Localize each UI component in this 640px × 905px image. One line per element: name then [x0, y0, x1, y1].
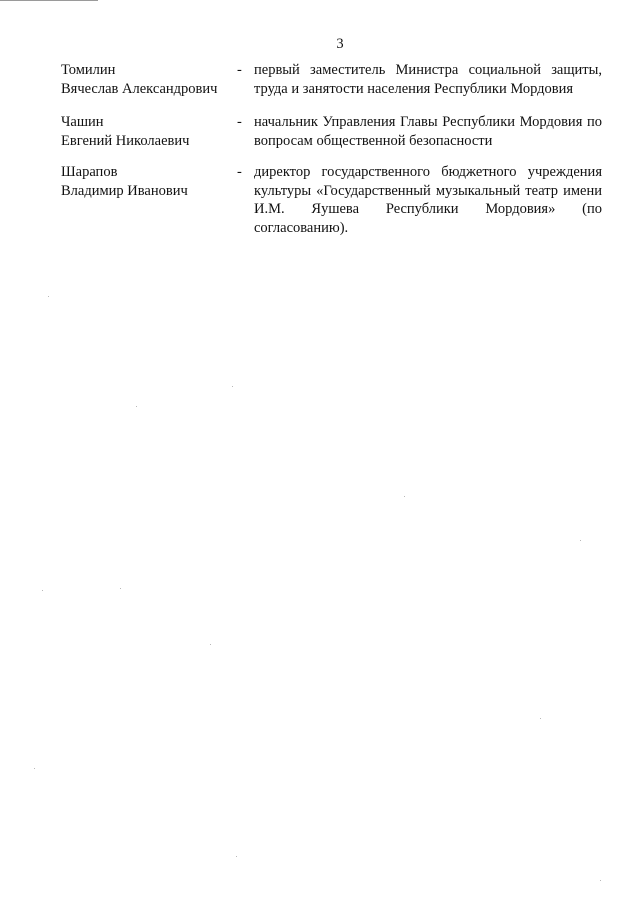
member-position: директор государственного бюджетного учреждения культуры «Государственный музыкальный театр имени И.М. Яушева Республики Мордовия» (по согласованию).	[254, 164, 602, 236]
scan-speck	[136, 406, 137, 407]
scan-speck	[42, 590, 43, 591]
page-number: 3	[336, 36, 344, 52]
member-entry	[0, 163, 640, 253]
scan-edge-line	[0, 0, 98, 1]
entry-dash: -	[237, 114, 242, 130]
scan-speck	[210, 644, 211, 645]
member-surname: Шарапов	[61, 164, 118, 180]
member-given-names: Владимир Иванович	[61, 182, 188, 199]
member-name	[61, 113, 241, 150]
member-surname: Томилин	[61, 62, 116, 78]
member-given-names: Евгений Николаевич	[61, 132, 190, 149]
entry-dash: -	[237, 164, 242, 180]
member-surname: Чашин	[61, 114, 104, 130]
scan-speck	[540, 718, 541, 719]
scan-speck	[120, 588, 121, 589]
scan-speck	[236, 856, 237, 857]
member-position: первый заместитель Министра социальной защиты, труда и занятости населения Республики Мордовия	[254, 62, 602, 97]
scan-speck	[600, 880, 601, 881]
entry-dash: -	[237, 62, 242, 78]
member-name	[61, 61, 241, 98]
scan-speck	[48, 296, 49, 297]
member-name	[61, 163, 241, 200]
member-position: начальник Управления Главы Республики Мордовия по вопросам общественной безопасности	[254, 114, 602, 149]
scan-speck	[232, 386, 233, 387]
scan-speck	[580, 540, 581, 541]
scan-speck	[404, 496, 405, 497]
member-given-names: Вячеслав Александрович	[61, 80, 218, 97]
scan-speck	[34, 768, 35, 769]
